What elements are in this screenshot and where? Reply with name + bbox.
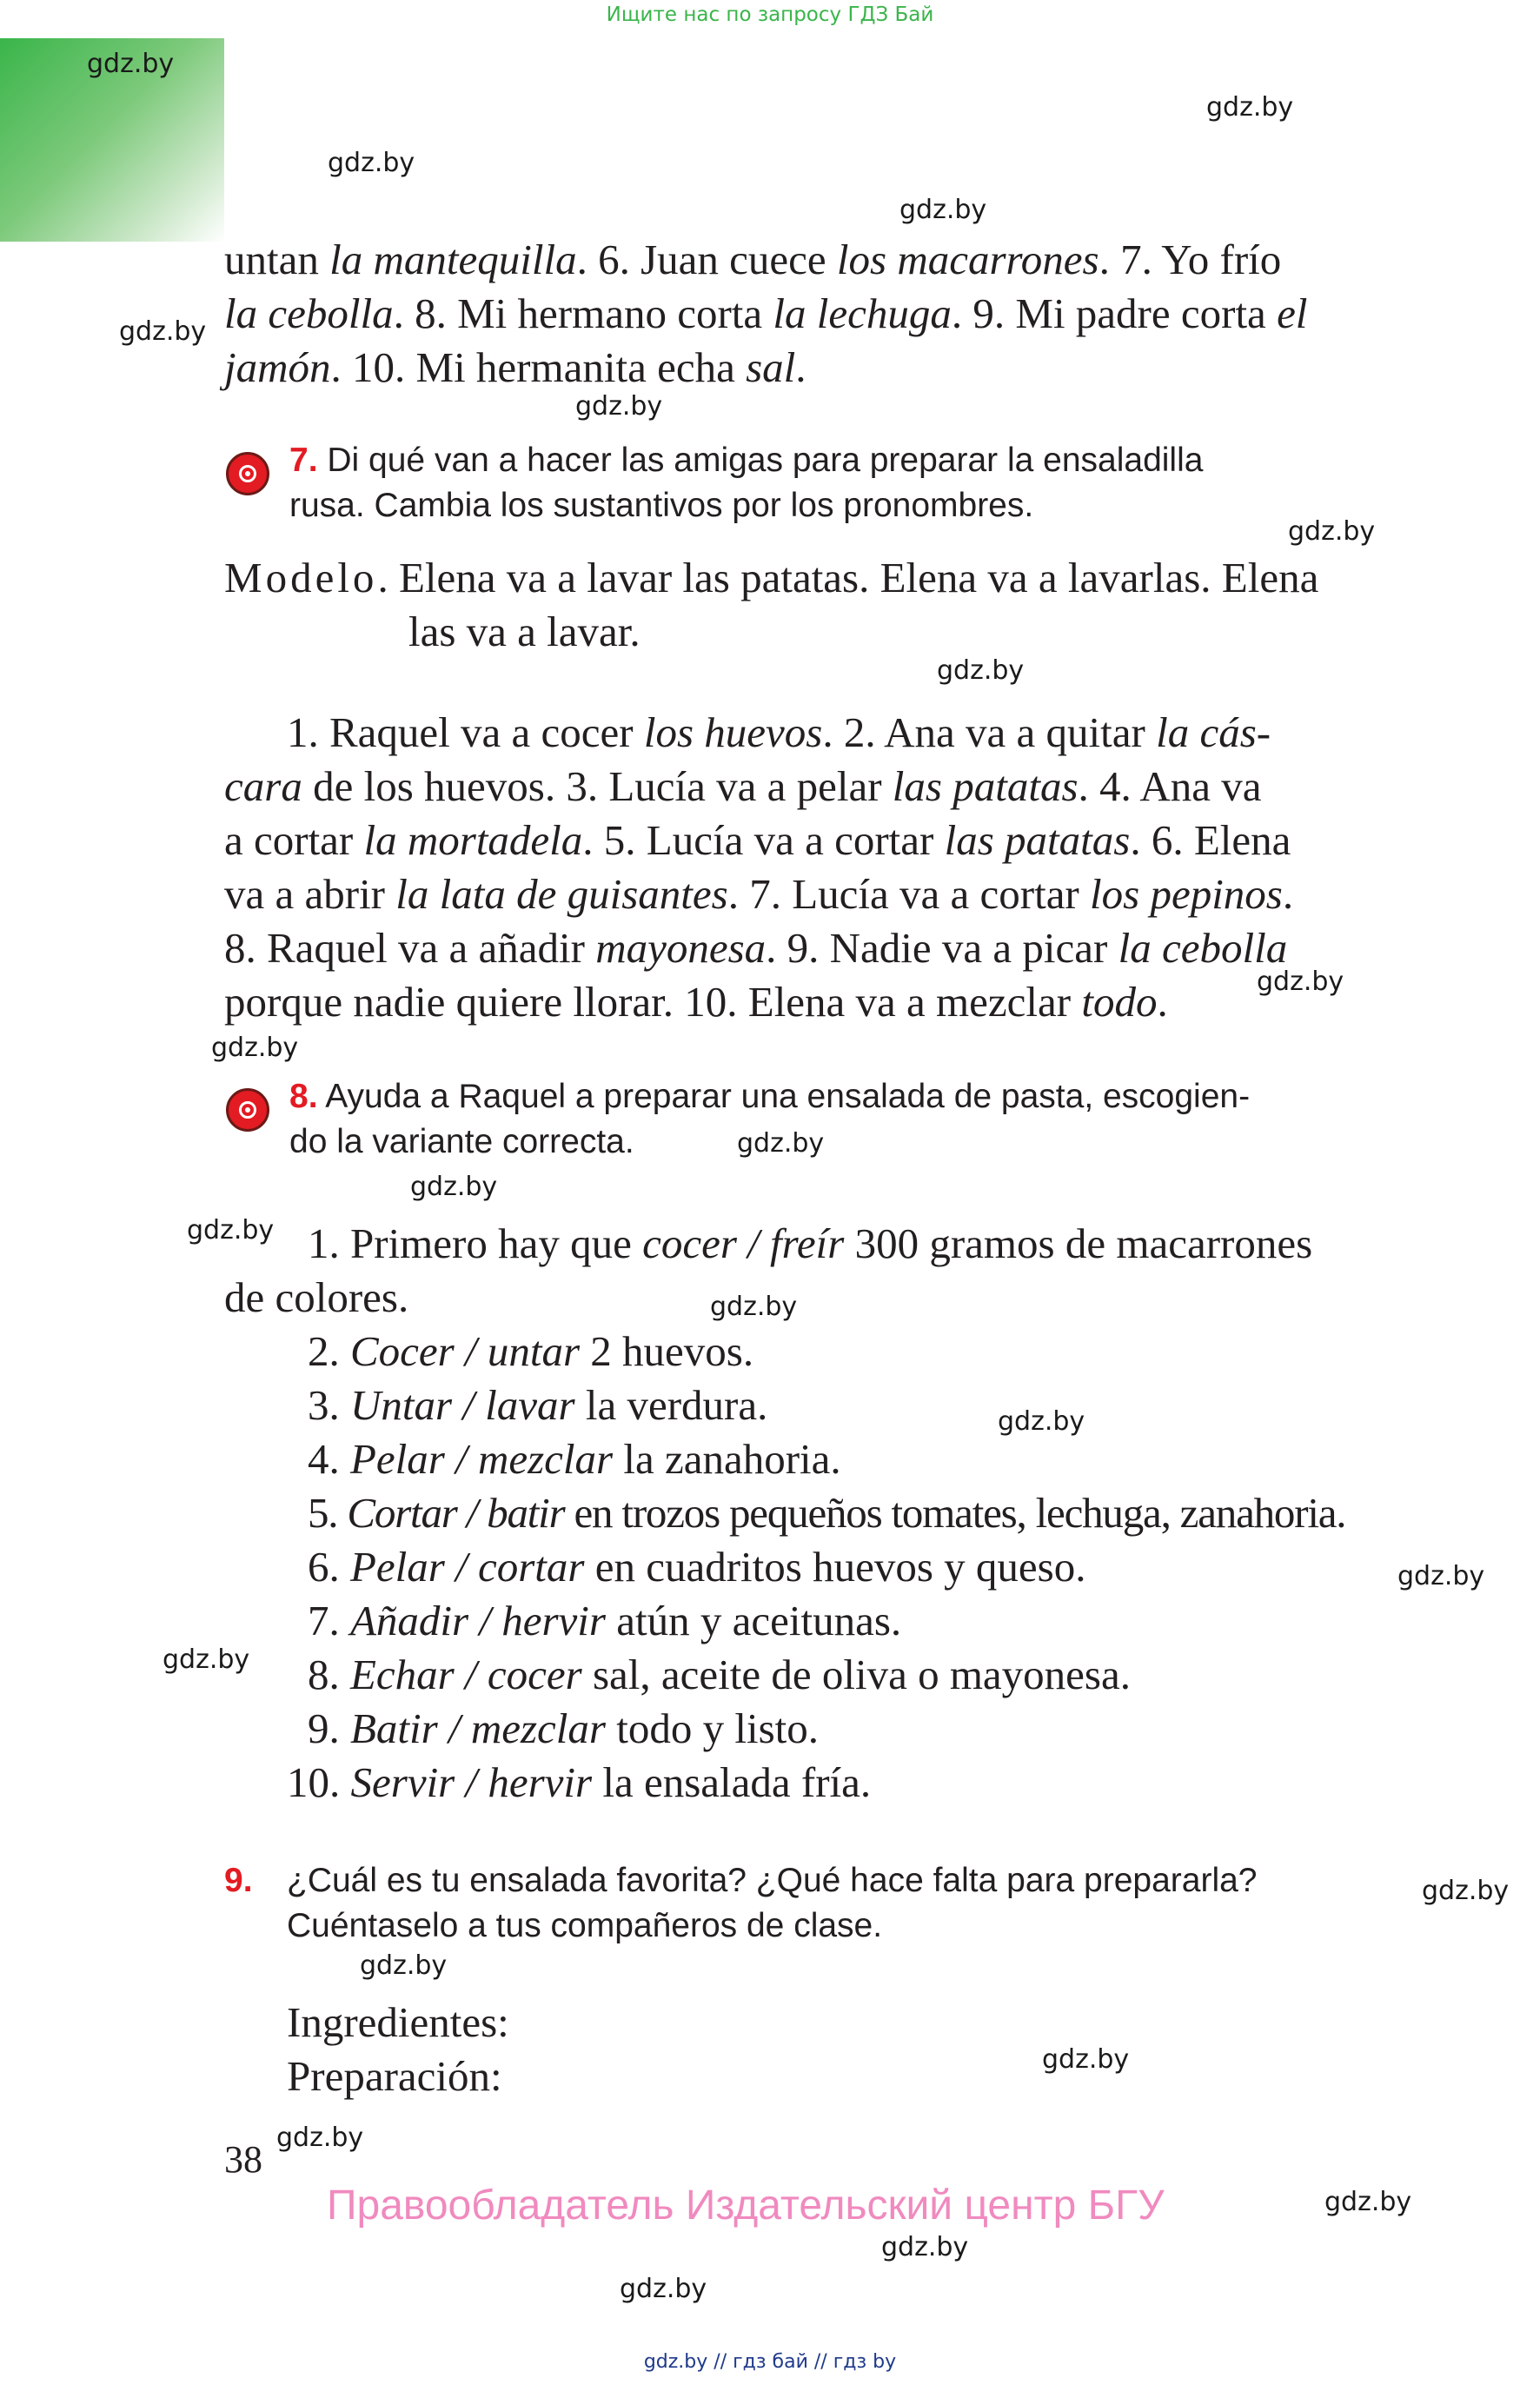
exercise-7-text [224,706,1293,1029]
watermark: gdz.by [410,1172,498,1202]
watermark: gdz.by [119,316,207,347]
text-line: 1. Raquel va a cocer los huevos. 2. Ana va a quitar la cás- [287,708,1271,756]
list-item: 9. Batir / mezclar todo y listo. [308,1704,820,1752]
exercise-number: 7. [289,442,318,479]
list-item: 1. Primero hay que cocer / freír 300 gramos de macarrones [308,1219,1313,1267]
page-number: 38 [224,2138,262,2181]
text-line: la cebolla. 8. Mi hermano corta la lechuga. 9. Mi padre corta el [224,289,1308,337]
text-line: do la variante correcta. [289,1123,634,1160]
watermark: gdz.by [163,1644,250,1675]
list-item: de colores. [224,1273,409,1321]
list-item: 2. Cocer / untar 2 huevos. [308,1327,754,1375]
list-item: 8. Echar / cocer sal, aceite de oliva o mayonesa. [308,1651,1131,1698]
watermark: gdz.by [575,391,663,422]
list-item: 10. Servir / hervir la ensalada fría. [287,1758,872,1806]
text-line: 7. Di qué van a hacer las amigas para preparar la ensaladilla [289,442,1204,479]
exercise-number: 8. [289,1078,318,1115]
list-item: 6. Pelar / cortar en cuadritos huevos y queso. [308,1543,1086,1591]
text-line: untan la mantequilla. 6. Juan cuece los macarrones. 7. Yo frío [224,236,1282,283]
preparation-label: Preparación: [287,2052,502,2100]
watermark: gdz.by [937,655,1025,686]
exercise-9-instruction [224,1858,1258,1949]
search-banner: Ищите нас по запросу ГДЗ Бай [606,3,934,26]
list-item: 5. Cortar / batir en trozos pequeños tomates, lechuga, zanahoria. [308,1489,1346,1537]
watermark: gdz.by [187,1215,275,1246]
exercise-7-instruction [289,438,1203,528]
text-line: porque nadie quiere llorar. 10. Elena va a mezclar todo. [224,978,1168,1026]
text-line: rusa. Cambia los sustantivos por los pronombres. [289,487,1034,524]
audio-disc-icon [226,452,269,495]
watermark: gdz.by [1397,1561,1485,1591]
watermark: gdz.by [620,2274,707,2304]
model-label: Modelo [224,554,378,601]
exercise-number: 9. [224,1862,253,1899]
watermark: gdz.by [881,2232,969,2262]
text-line: Cuéntaselo a tus compañeros de clase. [287,1907,883,1944]
exercise-8-list [224,1217,1345,1810]
text-line: 9. ¿Cuál es tu ensalada favorita? ¿Qué hace falta para prepararla? [224,1858,1258,1903]
watermark: gdz.by [276,2123,364,2153]
watermark: gdz.by [1324,2187,1412,2217]
intro-paragraph [224,233,1307,395]
watermark: gdz.by [328,148,415,178]
watermark: gdz.by [1257,967,1344,997]
watermark: gdz.by [1422,1876,1510,1906]
text-line: 8. Raquel va a añadir mayonesa. 9. Nadie va a picar la cebolla [224,924,1288,972]
audio-disc-icon [226,1088,269,1132]
watermark: gdz.by [1206,92,1294,123]
watermark: gdz.by [710,1292,798,1322]
text-line: Modelo. Elena va a lavar las patatas. Elena va a lavarlas. Elena [224,554,1319,601]
exercise-7-model [224,551,1318,659]
watermark: gdz.by [899,195,987,225]
watermark: gdz.by [737,1128,825,1159]
watermark: gdz.by [1288,516,1376,547]
exercise-9-fields [287,1996,509,2103]
exercise-8-instruction [289,1074,1250,1165]
text-line: a cortar la mortadela. 5. Lucía va a cortar las patatas. 6. Elena [224,816,1291,864]
text-line: jamón. 10. Mi hermanita echa sal. [224,343,807,391]
watermark: gdz.by [87,49,175,79]
rights-holder: Правообладатель Издательский центр БГУ [327,2182,1165,2229]
watermark: gdz.by [998,1406,1085,1437]
list-item: 3. Untar / lavar la verdura. [308,1381,768,1429]
ingredients-label: Ingredientes: [287,1998,509,2046]
text-line: cara de los huevos. 3. Lucía va a pelar las patatas. 4. Ana va [224,762,1262,810]
text-line: las va a lavar. [408,608,641,655]
watermark: gdz.by [211,1033,299,1063]
text-line: 8. Ayuda a Raquel a preparar una ensalada de pasta, escogien- [289,1078,1251,1115]
list-item: 4. Pelar / mezclar la zanahoria. [308,1435,841,1483]
text-line: va a abrir la lata de guisantes. 7. Lucía va a cortar los pepinos. [224,870,1294,918]
watermark: gdz.by [360,1950,448,1981]
list-item: 7. Añadir / hervir atún y aceitunas. [308,1597,902,1644]
watermark: gdz.by [1042,2044,1130,2075]
footer-links: gdz.by // гдз бай // гдз by [643,2351,897,2373]
